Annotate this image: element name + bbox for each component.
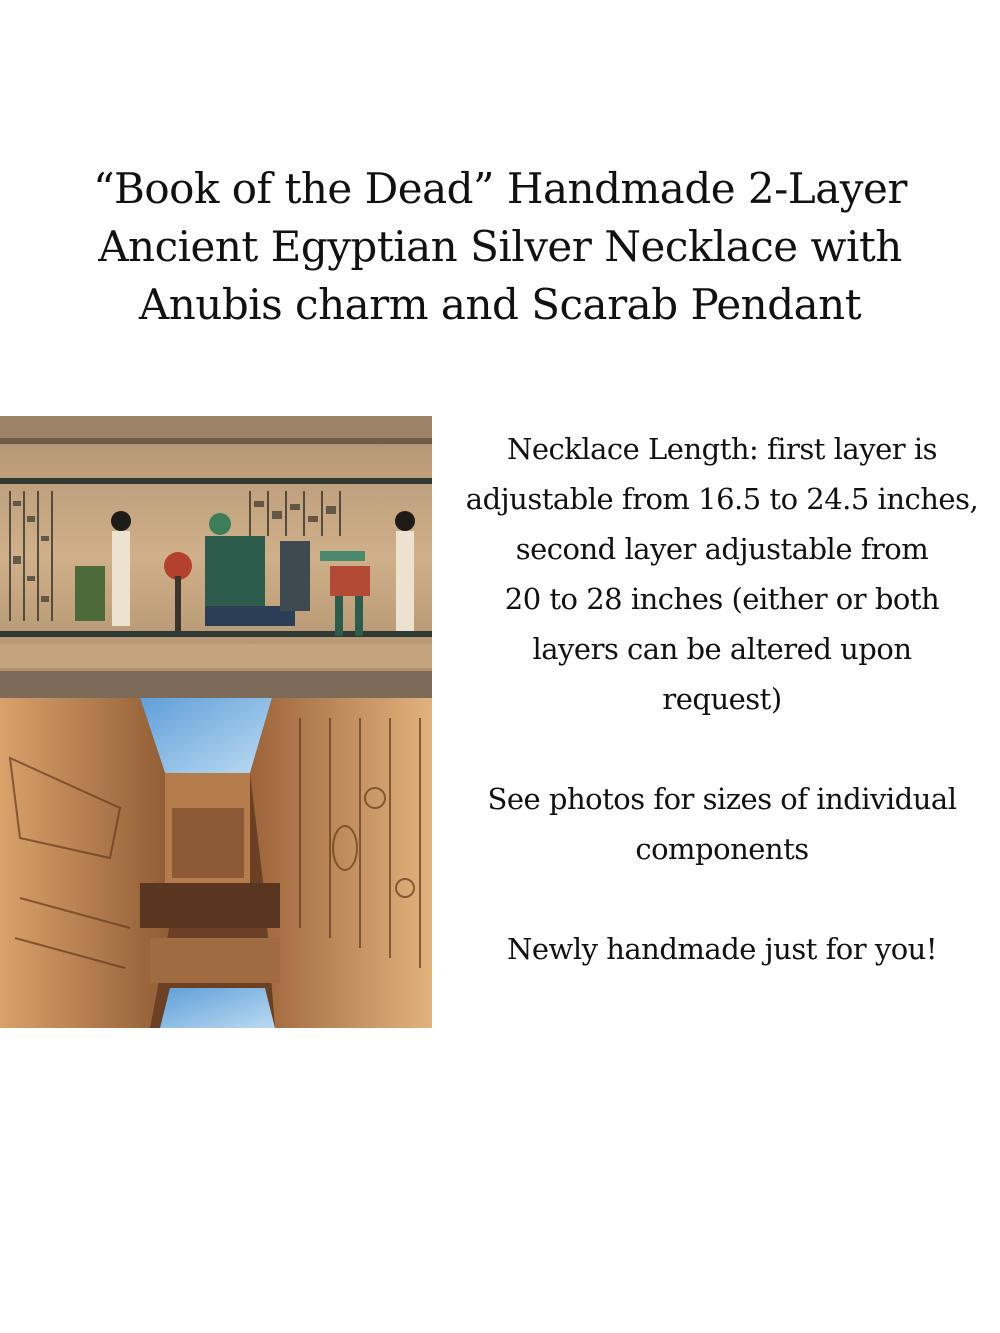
title-line: Ancient Egyptian Silver Necklace with bbox=[98, 222, 902, 271]
temple-ceiling-photo bbox=[0, 698, 432, 1028]
length-line: adjustable from 16.5 to 24.5 inches, bbox=[465, 482, 979, 516]
length-line: 20 to 28 inches (either or both bbox=[504, 582, 940, 616]
papyrus-painting-photo bbox=[0, 416, 432, 698]
length-line: second layer adjustable from bbox=[515, 532, 929, 566]
spacer bbox=[462, 874, 982, 924]
length-line: request) bbox=[662, 682, 782, 716]
handmade-line: Newly handmade just for you! bbox=[506, 932, 938, 966]
product-description bbox=[462, 424, 982, 974]
title-line: Anubis charm and Scarab Pendant bbox=[138, 280, 862, 329]
components-line: components bbox=[635, 832, 809, 866]
spacer bbox=[462, 724, 982, 774]
length-line: Necklace Length: first layer is bbox=[507, 432, 937, 466]
length-line: layers can be altered upon bbox=[532, 632, 912, 666]
title-line: “Book of the Dead” Handmade 2-Layer bbox=[93, 164, 907, 213]
product-title bbox=[0, 160, 1000, 334]
components-line: See photos for sizes of individual bbox=[487, 782, 957, 816]
